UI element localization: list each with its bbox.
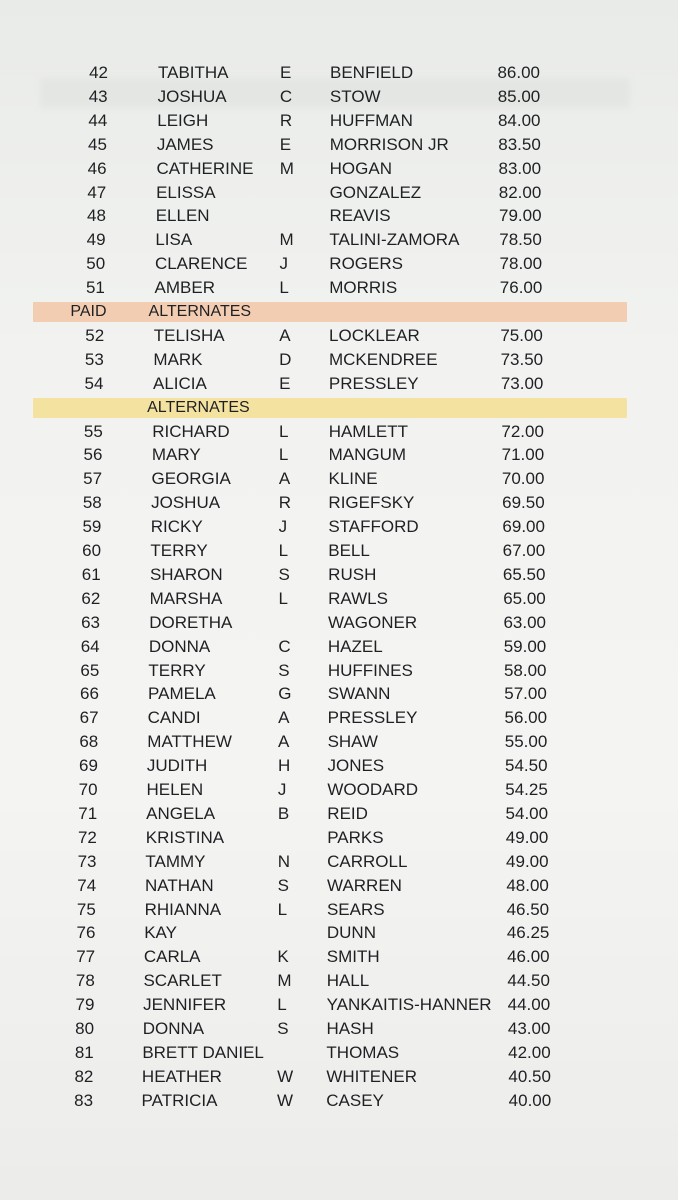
middle-initial: G — [278, 684, 292, 704]
first-name: CARLA — [143, 947, 201, 967]
list-row — [0, 564, 678, 586]
first-name: ALICIA — [153, 373, 207, 393]
rank-number: 80 — [75, 1019, 95, 1038]
first-name: ELISSA — [156, 182, 216, 202]
list-row — [0, 946, 678, 968]
list-row — [0, 349, 678, 371]
last-name: PRESSLEY — [327, 708, 418, 728]
list-row — [0, 421, 678, 443]
rank-number: 58 — [82, 493, 102, 513]
rank-number: 44 — [88, 110, 108, 130]
score-value: 54.25 — [505, 780, 548, 799]
first-name: PAMELA — [148, 684, 216, 704]
middle-initial: M — [277, 971, 292, 991]
first-name: CATHERINE — [156, 158, 254, 178]
score-value: 78.00 — [499, 254, 543, 274]
rank-number: 52 — [85, 325, 105, 345]
score-value: 72.00 — [501, 421, 544, 441]
last-name: HUFFMAN — [329, 110, 413, 130]
last-name: HALL — [326, 971, 370, 991]
score-value: 40.50 — [508, 1066, 551, 1086]
middle-initial: B — [277, 803, 290, 823]
score-value: 69.50 — [502, 493, 545, 513]
list-row — [0, 468, 678, 490]
middle-initial: S — [277, 1019, 289, 1038]
score-value: 67.00 — [502, 541, 546, 560]
middle-initial: J — [277, 780, 287, 799]
score-value: 84.00 — [497, 110, 541, 130]
score-value: 76.00 — [499, 278, 543, 298]
list-row — [0, 110, 678, 132]
score-value: 44.50 — [507, 971, 550, 991]
rank-number: 60 — [82, 541, 102, 560]
list-row — [0, 660, 678, 682]
rank-number: 67 — [79, 708, 99, 728]
list-row — [0, 1018, 678, 1040]
first-name: SCARLET — [143, 971, 222, 991]
list-row — [0, 62, 678, 84]
last-name: SHAW — [327, 732, 378, 752]
first-name: MARY — [151, 445, 201, 465]
last-name: PRESSLEY — [328, 373, 419, 393]
score-value: 44.00 — [507, 995, 551, 1015]
list-row — [0, 205, 678, 227]
list-row — [0, 899, 678, 921]
list-row — [0, 325, 678, 347]
rank-number: 61 — [81, 564, 101, 584]
score-value: 83.50 — [498, 134, 541, 154]
rank-number: 63 — [81, 612, 100, 632]
first-name: BRETT DANIEL — [142, 1042, 264, 1062]
last-name: GONZALEZ — [329, 182, 422, 202]
rank-number: 81 — [74, 1042, 94, 1062]
first-name: TAMMY — [145, 851, 206, 871]
rank-number: 42 — [89, 63, 108, 82]
first-name: MARK — [153, 349, 203, 369]
score-value: 79.00 — [499, 206, 542, 226]
last-name: YANKAITIS-HANNER — [326, 995, 492, 1015]
score-value: 46.00 — [507, 947, 550, 967]
last-name: HASH — [326, 1019, 374, 1038]
list-row — [0, 827, 678, 849]
last-name: WHITENER — [326, 1066, 418, 1086]
middle-initial: R — [278, 493, 292, 513]
middle-initial: A — [278, 708, 290, 728]
list-row — [0, 588, 678, 610]
first-name: KRISTINA — [145, 827, 225, 847]
rank-number: 72 — [77, 827, 97, 847]
last-name: LOCKLEAR — [329, 325, 420, 345]
last-name: STOW — [329, 86, 381, 106]
last-name: WAGONER — [328, 612, 418, 632]
band-label: ALTERNATES — [147, 398, 250, 416]
list-row — [0, 229, 678, 251]
first-name: JENNIFER — [143, 995, 227, 1015]
rank-number: 48 — [86, 206, 106, 226]
score-value: 46.50 — [506, 899, 550, 919]
last-name: REID — [327, 803, 368, 823]
score-value: 42.00 — [508, 1042, 551, 1062]
last-name: MORRISON JR — [329, 134, 449, 154]
last-name: BENFIELD — [330, 63, 414, 82]
score-value: 85.00 — [497, 86, 541, 106]
last-name: KLINE — [328, 469, 378, 489]
rank-number: 75 — [76, 899, 96, 919]
last-name: HAMLETT — [328, 421, 409, 441]
list-row — [0, 875, 678, 897]
rank-number: 76 — [76, 923, 96, 943]
rank-number: 68 — [79, 732, 99, 752]
last-name: ROGERS — [329, 254, 403, 274]
first-name: CANDI — [147, 708, 201, 728]
last-name: THOMAS — [326, 1042, 400, 1062]
list-row — [0, 277, 678, 299]
middle-initial: H — [277, 756, 291, 776]
middle-initial: L — [279, 278, 289, 298]
middle-initial: L — [277, 899, 288, 919]
rank-number: 69 — [78, 756, 98, 776]
last-name: HAZEL — [327, 636, 383, 656]
last-name: SEARS — [326, 899, 385, 919]
score-value: 59.00 — [503, 636, 547, 656]
list-row — [0, 1090, 678, 1112]
score-value: 48.00 — [506, 875, 549, 895]
list-row — [0, 707, 678, 729]
last-name: REAVIS — [329, 206, 391, 226]
score-value: 83.00 — [498, 158, 542, 178]
rank-number: 83 — [74, 1090, 94, 1110]
list-row — [0, 803, 678, 825]
last-name: MANGUM — [328, 445, 407, 465]
score-value: 54.50 — [505, 756, 548, 776]
middle-initial: S — [278, 564, 290, 584]
first-name: TABITHA — [158, 63, 229, 82]
middle-initial: E — [279, 373, 291, 393]
first-name: DORETHA — [149, 612, 233, 632]
last-name: CARROLL — [327, 851, 408, 871]
score-value: 73.00 — [500, 373, 544, 393]
list-row — [0, 516, 678, 538]
last-name: SMITH — [326, 947, 380, 967]
middle-initial: K — [277, 947, 289, 967]
list-row — [0, 612, 678, 634]
list-row — [0, 851, 678, 873]
last-name: HUFFINES — [327, 660, 413, 680]
score-value: 71.00 — [501, 445, 545, 465]
last-name: RUSH — [328, 564, 377, 584]
last-name: DUNN — [326, 923, 376, 943]
score-value: 70.00 — [501, 469, 545, 489]
first-name: RICHARD — [152, 421, 230, 441]
first-name: NATHAN — [144, 875, 214, 895]
score-value: 57.00 — [504, 684, 547, 704]
first-name: GEORGIA — [151, 469, 231, 489]
rank-number: 74 — [77, 875, 97, 895]
rank-number: 43 — [88, 86, 108, 106]
score-value: 58.00 — [503, 660, 547, 680]
rank-number: 56 — [83, 445, 103, 465]
first-name: RHIANNA — [144, 899, 222, 919]
list-row — [0, 970, 678, 992]
last-name: STAFFORD — [328, 517, 419, 537]
last-name: JONES — [327, 756, 385, 776]
score-value: 63.00 — [503, 612, 546, 632]
list-row — [0, 636, 678, 658]
list-row — [0, 492, 678, 514]
rank-number: 46 — [87, 158, 107, 178]
middle-initial: L — [278, 541, 289, 560]
middle-initial: D — [279, 349, 292, 369]
first-name: HELEN — [146, 780, 204, 799]
first-name: TERRY — [150, 541, 208, 560]
score-value: 49.00 — [505, 827, 549, 847]
list-row — [0, 1042, 678, 1064]
list-row — [0, 134, 678, 156]
list-row — [0, 86, 678, 108]
middle-initial: L — [278, 421, 289, 441]
last-name: TALINI-ZAMORA — [329, 230, 460, 250]
first-name: LISA — [155, 230, 193, 250]
list-row — [0, 444, 678, 466]
middle-initial: A — [278, 469, 291, 489]
first-name: CLARENCE — [154, 254, 248, 274]
list-row — [0, 540, 678, 562]
score-value: 75.00 — [500, 325, 543, 345]
last-name: WOODARD — [327, 780, 419, 799]
middle-initial: N — [277, 851, 290, 871]
first-name: DONNA — [142, 1019, 205, 1038]
first-name: KAY — [144, 923, 177, 943]
first-name: TELISHA — [153, 325, 225, 345]
middle-initial: L — [278, 445, 289, 465]
list-row — [0, 253, 678, 275]
middle-initial: J — [278, 517, 288, 537]
band-label: ALTERNATES — [148, 303, 252, 320]
band-labels — [0, 397, 678, 419]
score-value: 46.25 — [506, 923, 550, 943]
middle-initial: C — [278, 636, 291, 656]
rank-number: 50 — [86, 254, 106, 274]
middle-initial: C — [279, 86, 293, 106]
middle-initial: L — [277, 995, 287, 1015]
list-row — [0, 755, 678, 777]
middle-initial: J — [279, 254, 288, 274]
first-name: AMBER — [154, 278, 216, 298]
last-name: HOGAN — [329, 158, 392, 178]
band-labels — [0, 301, 678, 323]
middle-initial: R — [279, 110, 293, 130]
score-value: 69.00 — [502, 517, 545, 537]
middle-initial: S — [277, 875, 289, 895]
score-value: 40.00 — [508, 1090, 552, 1110]
score-value: 82.00 — [498, 182, 542, 202]
list-row — [0, 731, 678, 753]
rank-number: 51 — [85, 278, 105, 298]
last-name: MORRIS — [329, 278, 398, 298]
first-name: HEATHER — [141, 1066, 222, 1086]
rank-number: 62 — [81, 588, 101, 608]
list-row — [0, 683, 678, 705]
rank-number: 49 — [86, 230, 106, 250]
band-left-label: PAID — [70, 303, 107, 320]
rank-number: 73 — [77, 851, 97, 871]
first-name: SHARON — [149, 564, 223, 584]
middle-initial: A — [278, 732, 290, 752]
last-name: CASEY — [326, 1090, 384, 1110]
last-name: BELL — [328, 541, 370, 560]
rank-number: 45 — [88, 134, 107, 154]
rank-number: 53 — [84, 349, 104, 369]
score-value: 65.00 — [503, 588, 546, 608]
score-value: 55.00 — [504, 732, 548, 752]
middle-initial: W — [277, 1066, 294, 1086]
rank-number: 71 — [78, 803, 98, 823]
score-value: 65.50 — [502, 564, 546, 584]
first-name: JAMES — [156, 134, 214, 154]
first-name: ELLEN — [155, 206, 210, 226]
rank-number: 82 — [74, 1066, 94, 1086]
middle-initial: W — [277, 1090, 294, 1110]
middle-initial: E — [280, 63, 292, 82]
last-name: PARKS — [327, 827, 384, 847]
first-name: JOSHUA — [151, 493, 221, 513]
rank-number: 65 — [80, 660, 100, 680]
first-name: MARSHA — [149, 588, 223, 608]
middle-initial: M — [279, 230, 294, 250]
middle-initial: S — [278, 660, 290, 680]
score-value: 43.00 — [507, 1019, 551, 1038]
rank-number: 59 — [82, 517, 102, 537]
rank-number: 78 — [75, 971, 95, 991]
score-value: 56.00 — [504, 708, 548, 728]
rank-number: 55 — [83, 421, 103, 441]
last-name: SWANN — [327, 684, 391, 704]
last-name: RIGEFSKY — [328, 493, 415, 513]
score-value: 78.50 — [499, 230, 542, 250]
first-name: ANGELA — [146, 803, 216, 823]
middle-initial: A — [279, 325, 291, 345]
rank-number: 54 — [84, 373, 104, 393]
rank-number: 70 — [78, 780, 98, 799]
first-name: MATTHEW — [147, 732, 232, 752]
rank-number: 77 — [76, 947, 96, 967]
middle-initial: E — [279, 134, 292, 154]
score-value: 86.00 — [497, 63, 540, 82]
middle-initial: L — [278, 588, 288, 608]
first-name: DONNA — [148, 636, 211, 656]
last-name: MCKENDREE — [328, 349, 438, 369]
first-name: TERRY — [148, 660, 206, 680]
score-value: 49.00 — [506, 851, 549, 871]
first-name: RICKY — [150, 517, 203, 537]
middle-initial: M — [279, 158, 294, 178]
rank-number: 57 — [83, 469, 103, 489]
list-row — [0, 1066, 678, 1088]
rank-number: 47 — [87, 182, 107, 202]
score-value: 73.50 — [500, 349, 544, 369]
list-row — [0, 922, 678, 944]
list-row — [0, 779, 678, 801]
rank-number: 66 — [80, 684, 99, 704]
score-value: 54.00 — [505, 803, 549, 823]
rank-number: 64 — [80, 636, 100, 656]
first-name: JOSHUA — [157, 86, 227, 106]
first-name: PATRICIA — [141, 1090, 218, 1110]
rank-number: 79 — [75, 995, 95, 1015]
list-row — [0, 994, 678, 1016]
last-name: RAWLS — [328, 588, 388, 608]
last-name: WARREN — [327, 875, 402, 895]
first-name: LEIGH — [157, 110, 209, 130]
list-row — [0, 373, 678, 395]
list-row — [0, 158, 678, 180]
first-name: JUDITH — [146, 756, 208, 776]
list-row — [0, 182, 678, 204]
